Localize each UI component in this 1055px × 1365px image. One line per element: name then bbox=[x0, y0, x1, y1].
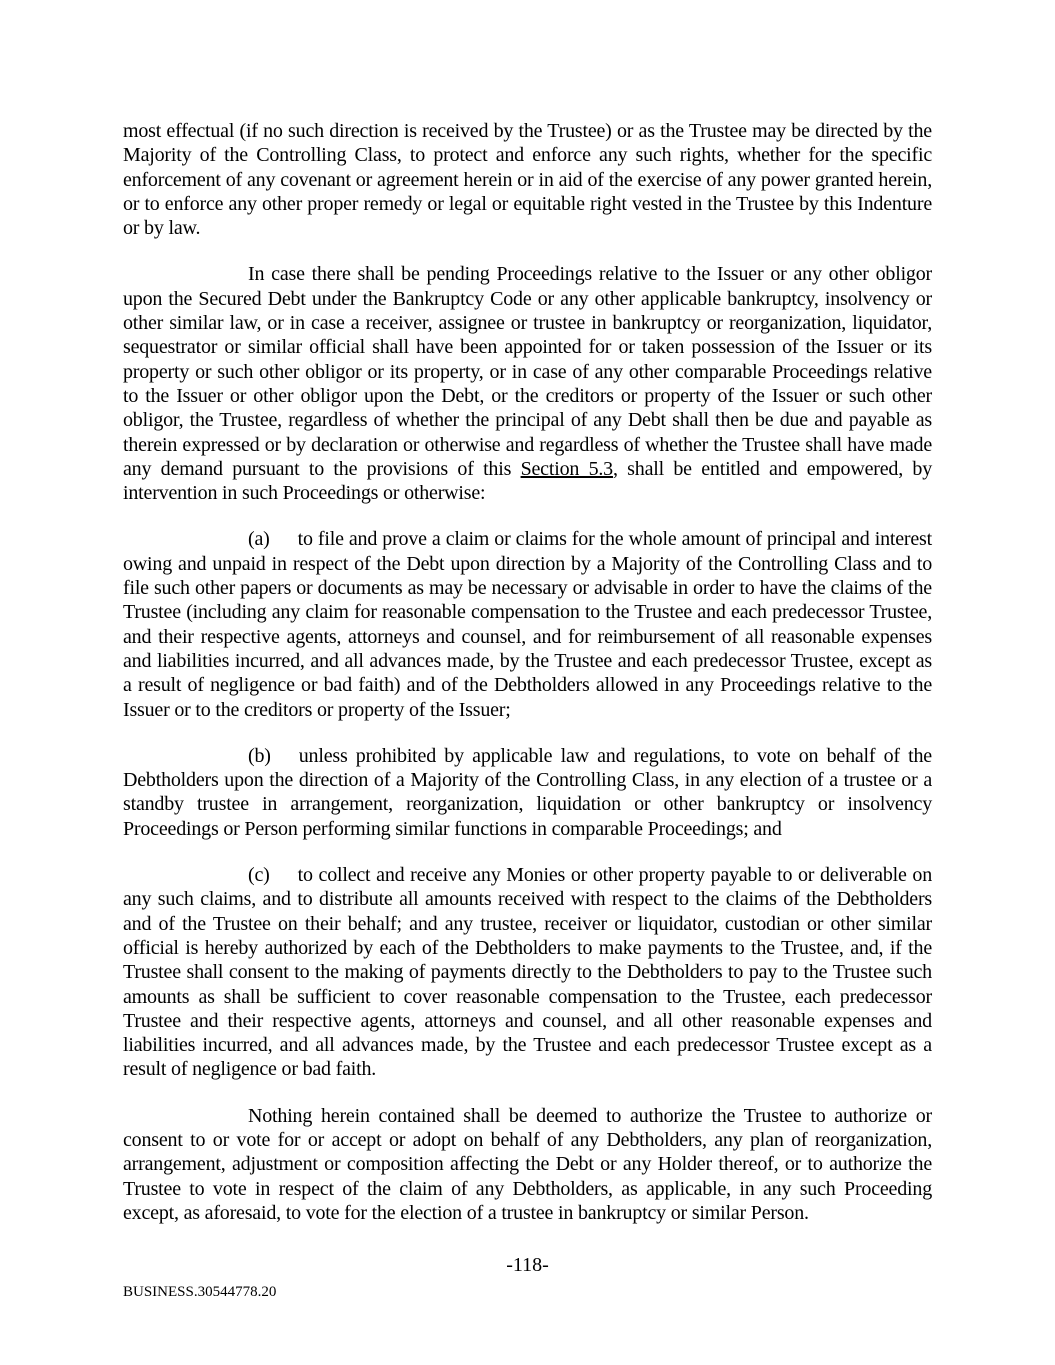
clause-a bbox=[123, 527, 932, 721]
clause-b-label: (b) bbox=[248, 744, 271, 767]
clause-b-text: unless prohibited by applicable law and regulations, to vote on behalf of the Debtholders upon the direction of a Majority of the Controlling Class, in any election of a trustee or a standby trustee in arrangement, reorganization, liquidation or other bankruptcy or insolvency Proceedings or Person performing similar functions in comparable Proceedings; and bbox=[123, 744, 932, 840]
clause-c-text: to collect and receive any Monies or other property payable to or deliverable on any such claims, and to distribute all amounts received with respect to the claims of the Debtholders and of the Trustee on their behalf; and any trustee, receiver or liquidator, custodian or other similar official is hereby authorized by each of the Debtholders to make payments to the Trustee, and, if the Trustee shall consent to the making of payments directly to the Debtholders to pay to the Trustee such amounts as shall be sufficient to cover reasonable compensation to the Trustee, each predecessor Trustee and their respective agents, attorneys and counsel, and all other reasonable expenses and liabilities incurred, and all advances made, by the Trustee and each predecessor Trustee except as a result of negligence or bad faith. bbox=[123, 864, 932, 1081]
clause-c-label: (c) bbox=[248, 864, 270, 887]
page-number: -118- bbox=[506, 1254, 549, 1276]
pending-proceedings-text-after: , shall be entitled and empowered, by intervention in such Proceedings or otherwise: bbox=[123, 457, 932, 505]
document-id: BUSINESS.30544778.20 bbox=[123, 1284, 277, 1300]
clause-a-text: to file and prove a claim or claims for the whole amount of principal and interest owing and unpaid in respect of the Debt upon direction by a Majority of the Controlling Class and to file such other papers or documents as may be necessary or advisable in order to have the claims of the Trustee (including any claim for reasonable compensation to the Trustee and each predecessor Trustee, and their respective agents, attorneys and counsel, and for reimbursement of all reasonable expenses and liabilities incurred, and all advances made, by the Trustee and each predecessor Trustee, except as a result of negligence or bad faith) and of the Debtholders allowed in any Proceedings relative to the Issuer or to the creditors or property of the Issuer; bbox=[123, 528, 932, 721]
clause-c bbox=[123, 863, 932, 1082]
paragraph-pending-proceedings bbox=[123, 262, 932, 505]
clause-a-label: (a) bbox=[248, 528, 270, 551]
section-5-3-reference: Section 5.3 bbox=[520, 457, 613, 480]
paragraph-intro: most effectual (if no such direction is received by the Trustee) or as the Trustee may be directed by the Majority of the Controlling Class, to protect and enforce any such rights, whether for the specific enforcement of any covenant or agreement herein or in aid of the exercise of any power granted herein, or to enforce any other proper remedy or legal or equitable right vested in the Trustee by this Indenture or by law. bbox=[123, 120, 932, 240]
paragraph-closing: Nothing herein contained shall be deemed to authorize the Trustee to authorize or consent to or vote for or accept or adopt on behalf of any Debtholders, any plan of reorganization, arrangement, adjustment or composition affecting the Debt or any Holder thereof, or to authorize the Trustee to vote in respect of the claim of any Debtholders, as applicable, in any such Proceeding except, as aforesaid, to vote for the election of a trustee in bankruptcy or similar Person. bbox=[123, 1104, 932, 1224]
pending-proceedings-text-before: In case there shall be pending Proceedings relative to the Issuer or any other obligor upon the Secured Debt under the Bankruptcy Code or any other applicable bankruptcy, insolvency or other similar law, or in case a receiver, assignee or trustee in bankruptcy or reorganization, liquidator, sequestrator or similar official shall have been appointed for or taken possession of the Issuer or its property or such other obligor or its property, or in case of any other comparable Proceedings relative to the Issuer or other obligor upon the Debt, or the creditors or property of the Issuer or such other obligor, the Trustee, regardless of whether the principal of any Debt shall then be due and payable as therein expressed or by declaration or otherwise and regardless of whether the Trustee shall have made any demand pursuant to the provisions of this bbox=[123, 263, 932, 480]
document-body bbox=[123, 119, 932, 1247]
clause-b bbox=[123, 744, 932, 841]
